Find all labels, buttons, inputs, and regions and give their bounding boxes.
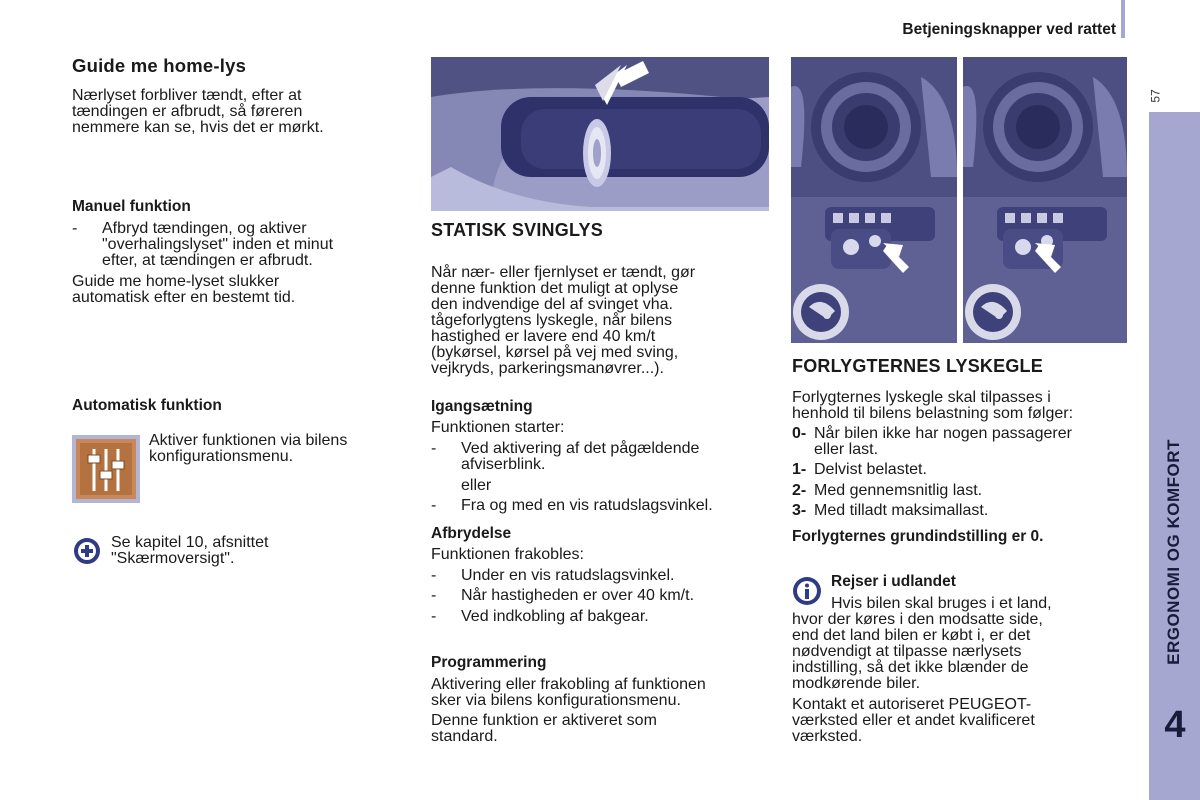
header-accent-bar [1121,0,1125,38]
page-number: 57 [1148,89,1163,103]
settings-sliders-icon [72,435,140,503]
beam-level-3: 3- Med tilladt maksimallast. [792,502,989,519]
automatic-function-text: Aktiver funktionen via bilens konfigurationsmenu. [149,432,348,465]
start-item-2: - Fra og med en vis ratudslagsvinkel. [431,497,713,514]
reference-plus-icon [73,537,101,565]
static-cornering-light-title: STATISK SVINGLYS [431,220,603,240]
dashboard-illustration-right [963,57,1127,343]
start-or: eller [461,477,492,494]
beam-level-1: 1- Delvist belastet. [792,461,927,478]
guide-intro: Nærlyset forbliver tændt, efter at tændingen er afbrudt, så føreren nemmere kan se, hvis det er mørkt. [72,87,324,136]
programming-note: Denne funktion er aktiveret som standard. [431,712,657,745]
programming-title: Programmering [431,654,547,671]
start-item-1: - Ved aktivering af det pågældende afviserblink. [431,440,700,473]
chapter-title: ERGONOMI OG KOMFORT [1164,439,1183,665]
fog-lamp-illustration [431,57,769,211]
page-header-title: Betjeningsknapper ved rattet [902,21,1116,38]
manual-function-note: Guide me home-lyset slukker automatisk efter en bestemt tid. [72,273,296,306]
stop-items: - Under en vis ratudslagsvinkel. - Når hastigheden er over 40 km/t. - Ved indkobling af bakgear. [431,567,695,625]
headlamp-intro: Forlygternes lyskegle skal tilpasses i henhold til bilens belastning som følger: [792,389,1074,422]
guide-me-home-title: Guide me home-lys [72,55,247,76]
start-lead: Funktionen starter: [431,419,565,436]
programming-text: Aktivering eller frakobling af funktionen sker via bilens konfigurationsmenu. [431,676,706,709]
headlamp-beam-title: FORLYGTERNES LYSKEGLE [792,356,1043,376]
manual-function-title: Manuel funktion [72,198,191,215]
default-setting-note: Forlygternes grundindstilling er 0. [792,528,1044,545]
beam-level-2: 2- Med gennemsnitlig last. [792,482,983,499]
travel-abroad-text: Hvis bilen skal bruges i et land, hvor der køres i den modsatte side, end det land bilen er købt i, er det nødvendigt at tilpasse nærlysets indstilling, så det ikke blænder de modkørende biler. [792,595,1052,692]
manual-function-item: - Afbryd tændingen, og aktiver "overhalingslyset" inden et minut efter, at tændingen er afbrudt. [72,220,334,269]
start-title: Igangsætning [431,398,533,415]
automatic-function-title: Automatisk funktion [72,397,222,414]
static-cornering-intro: Når nær- eller fjernlyset er tændt, gør denne funktion det muligt at oplyse den indvendige del af svinget vha. tågeforlygtens lyskegle, når bilens hastighed er lavere end 40 km/t (bykørsel, kørsel på vej med sving, vejkryds, parkeringsmanøvrer...). [431,264,696,377]
travel-abroad-title: Rejser i udlandet [831,573,956,590]
dashboard-illustration-left [791,57,957,343]
beam-level-0: 0- Når bilen ikke har nogen passagerer eller last. [792,425,1072,458]
stop-title: Afbrydelse [431,525,512,542]
stop-lead: Funktionen frakobles: [431,546,584,563]
chapter-number: 4 [1164,704,1186,746]
contact-workshop-text: Kontakt et autoriseret PEUGEOT- værksted eller et andet kvalificeret værksted. [792,696,1035,745]
see-chapter-text: Se kapitel 10, afsnittet "Skærmoversigt". [111,534,269,567]
